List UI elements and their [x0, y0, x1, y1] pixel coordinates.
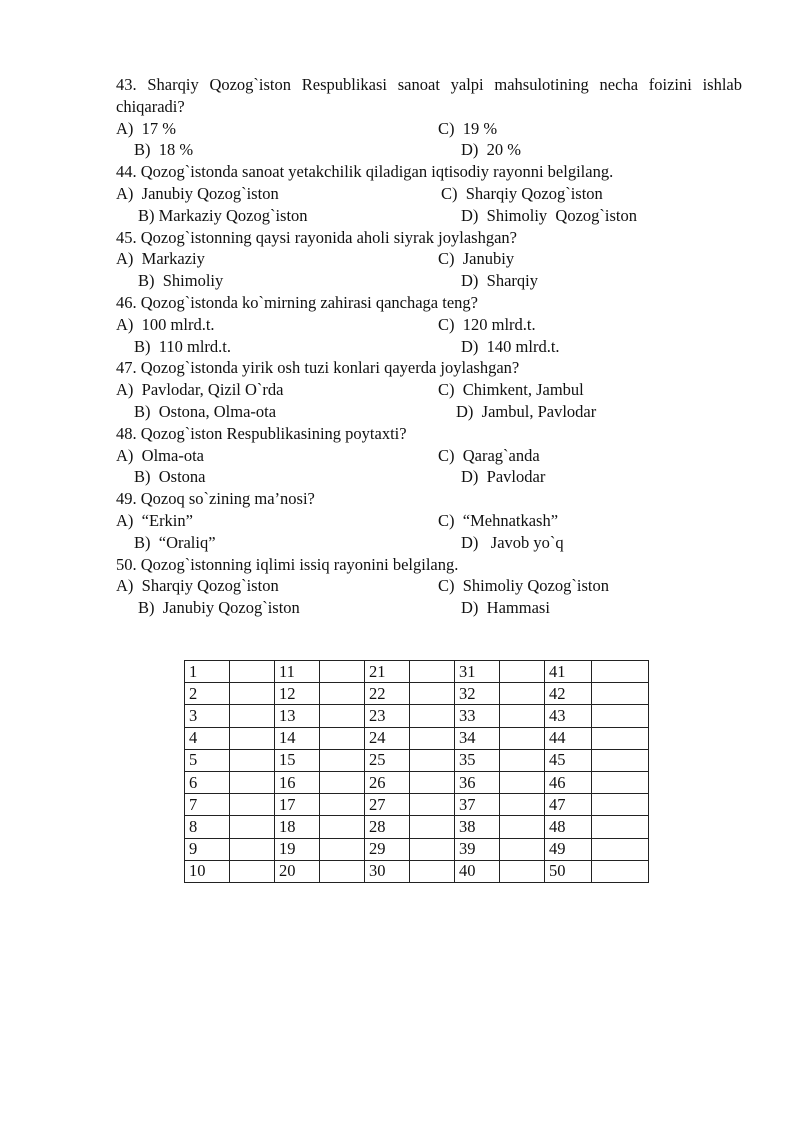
answer-cell[interactable] — [500, 838, 545, 860]
question-number-cell: 24 — [365, 727, 410, 749]
question-item — [116, 292, 742, 357]
answer-cell[interactable] — [592, 794, 649, 816]
question-number-cell: 48 — [545, 816, 592, 838]
question-number-cell: 26 — [365, 771, 410, 793]
question-number-cell: 36 — [455, 771, 500, 793]
answer-cell[interactable] — [410, 683, 455, 705]
question-stem: 44. Qozog`istonda sanoat yetakchilik qiladigan iqtisodiy rayonni belgilang. — [116, 162, 614, 182]
question-number-cell: 32 — [455, 683, 500, 705]
question-number-cell: 34 — [455, 727, 500, 749]
option-b: B) Janubiy Qozog`iston — [138, 598, 300, 618]
question-stem: 47. Qozog`istonda yirik osh tuzi konlari qayerda joylashgan? — [116, 358, 520, 378]
option-a: A) Sharqiy Qozog`iston — [116, 576, 279, 596]
answer-cell[interactable] — [592, 749, 649, 771]
table-row — [185, 749, 649, 771]
question-item — [116, 357, 742, 422]
table-row — [185, 705, 649, 727]
question-number-cell: 49 — [545, 838, 592, 860]
answer-cell[interactable] — [592, 771, 649, 793]
option-d: D) Javob yo`q — [461, 532, 564, 552]
question-number-cell: 27 — [365, 794, 410, 816]
question-number-cell: 29 — [365, 838, 410, 860]
answer-cell[interactable] — [592, 683, 649, 705]
option-a: A) Pavlodar, Qizil O`rda — [116, 380, 284, 400]
answer-cell[interactable] — [410, 838, 455, 860]
question-number-cell: 19 — [275, 838, 320, 860]
answer-cell[interactable] — [230, 816, 275, 838]
option-d: D) Jambul, Pavlodar — [456, 401, 597, 421]
option-d: D) 140 mlrd.t. — [461, 336, 560, 356]
answer-cell[interactable] — [230, 794, 275, 816]
answer-cell[interactable] — [230, 860, 275, 882]
question-number-cell: 30 — [365, 860, 410, 882]
answer-cell[interactable] — [320, 705, 365, 727]
answer-cell[interactable] — [320, 838, 365, 860]
option-b: B) 110 mlrd.t. — [134, 336, 232, 356]
option-b: B) Shimoliy — [138, 271, 224, 291]
question-number-cell: 41 — [545, 661, 592, 683]
question-number-cell: 33 — [455, 705, 500, 727]
option-c: C) 19 % — [438, 118, 498, 138]
answer-cell[interactable] — [410, 727, 455, 749]
answer-cell[interactable] — [320, 661, 365, 683]
option-c: C) Chimkent, Jambul — [438, 380, 584, 400]
answer-cell[interactable] — [500, 860, 545, 882]
option-a: A) 17 % — [116, 118, 177, 138]
question-number-cell: 10 — [185, 860, 230, 882]
answer-cell[interactable] — [592, 816, 649, 838]
option-c: C) Sharqiy Qozog`iston — [441, 183, 603, 203]
option-c: C) Janubiy — [438, 249, 515, 269]
question-stem: 43. Sharqiy Qozog`iston Respublikasi sanoat yalpi mahsulotining necha foizini ishlab chiqaradi? — [116, 75, 742, 116]
option-c: C) Qarag`anda — [438, 445, 540, 465]
question-number-cell: 38 — [455, 816, 500, 838]
answer-cell[interactable] — [230, 749, 275, 771]
question-number-cell: 2 — [185, 683, 230, 705]
question-number-cell: 1 — [185, 661, 230, 683]
answer-cell[interactable] — [410, 816, 455, 838]
question-number-cell: 13 — [275, 705, 320, 727]
question-number-cell: 7 — [185, 794, 230, 816]
answer-cell[interactable] — [320, 683, 365, 705]
question-number-cell: 14 — [275, 727, 320, 749]
question-number-cell: 9 — [185, 838, 230, 860]
question-number-cell: 43 — [545, 705, 592, 727]
question-number-cell: 50 — [545, 860, 592, 882]
question-item — [116, 161, 742, 226]
answer-cell[interactable] — [500, 816, 545, 838]
answer-cell[interactable] — [320, 727, 365, 749]
answer-cell[interactable] — [410, 771, 455, 793]
answer-cell[interactable] — [230, 661, 275, 683]
question-number-cell: 12 — [275, 683, 320, 705]
answer-cell[interactable] — [230, 727, 275, 749]
question-number-cell: 35 — [455, 749, 500, 771]
answer-cell[interactable] — [500, 661, 545, 683]
question-number-cell: 6 — [185, 771, 230, 793]
question-number-cell: 47 — [545, 794, 592, 816]
question-number-cell: 21 — [365, 661, 410, 683]
question-number-cell: 11 — [275, 661, 320, 683]
question-number-cell: 28 — [365, 816, 410, 838]
answer-cell[interactable] — [500, 794, 545, 816]
option-b: B) Ostona — [134, 467, 206, 487]
option-d: D) Shimoliy Qozog`iston — [461, 205, 637, 225]
answer-cell[interactable] — [592, 838, 649, 860]
table-row — [185, 794, 649, 816]
question-number-cell: 40 — [455, 860, 500, 882]
question-number-cell: 22 — [365, 683, 410, 705]
option-c: C) “Mehnatkash” — [438, 510, 559, 530]
option-a: A) Janubiy Qozog`iston — [116, 183, 279, 203]
answer-cell[interactable] — [320, 860, 365, 882]
answer-cell[interactable] — [230, 838, 275, 860]
answer-grid — [184, 660, 649, 883]
question-number-cell: 23 — [365, 705, 410, 727]
question-number-cell: 5 — [185, 749, 230, 771]
question-number-cell: 25 — [365, 749, 410, 771]
answer-cell[interactable] — [592, 727, 649, 749]
questions-section — [116, 74, 742, 619]
answer-cell[interactable] — [410, 749, 455, 771]
option-d: D) Hammasi — [461, 598, 550, 618]
question-number-cell: 3 — [185, 705, 230, 727]
table-row — [185, 683, 649, 705]
question-item — [116, 554, 742, 619]
option-d: D) 20 % — [461, 140, 522, 160]
answer-cell[interactable] — [230, 683, 275, 705]
option-b: B) “Oraliq” — [134, 532, 216, 552]
option-a: A) Olma-ota — [116, 445, 204, 465]
option-c: C) 120 mlrd.t. — [438, 314, 536, 334]
answer-cell[interactable] — [592, 661, 649, 683]
question-number-cell: 20 — [275, 860, 320, 882]
answer-cell[interactable] — [592, 705, 649, 727]
option-d: D) Sharqiy — [461, 271, 538, 291]
answer-cell[interactable] — [410, 661, 455, 683]
question-number-cell: 4 — [185, 727, 230, 749]
question-stem: 48. Qozog`iston Respublikasining poytaxti? — [116, 423, 407, 443]
option-b: B) Ostona, Olma-ota — [134, 401, 277, 421]
answer-cell[interactable] — [230, 705, 275, 727]
question-number-cell: 17 — [275, 794, 320, 816]
table-row — [185, 661, 649, 683]
question-number-cell: 8 — [185, 816, 230, 838]
question-stem: 50. Qozog`istonning iqlimi issiq rayonini belgilang. — [116, 554, 459, 574]
question-number-cell: 45 — [545, 749, 592, 771]
question-number-cell: 39 — [455, 838, 500, 860]
question-item — [116, 488, 742, 553]
option-d: D) Pavlodar — [461, 467, 546, 487]
answer-cell[interactable] — [500, 705, 545, 727]
question-number-cell: 16 — [275, 771, 320, 793]
table-row — [185, 771, 649, 793]
table-row — [185, 727, 649, 749]
question-item — [116, 423, 742, 488]
answer-cell[interactable] — [500, 749, 545, 771]
answer-cell[interactable] — [410, 860, 455, 882]
question-number-cell: 46 — [545, 771, 592, 793]
question-item — [116, 227, 742, 292]
answer-cell[interactable] — [500, 771, 545, 793]
question-number-cell: 42 — [545, 683, 592, 705]
option-c: C) Shimoliy Qozog`iston — [438, 576, 609, 596]
question-number-cell: 31 — [455, 661, 500, 683]
answer-cell[interactable] — [230, 771, 275, 793]
table-row — [185, 816, 649, 838]
option-a: A) “Erkin” — [116, 510, 193, 530]
option-b: B) 18 % — [134, 140, 194, 160]
option-b: B) Markaziy Qozog`iston — [138, 205, 308, 225]
answer-cell[interactable] — [320, 794, 365, 816]
question-stem: 45. Qozog`istonning qaysi rayonida aholi siyrak joylashgan? — [116, 227, 517, 247]
answer-cell[interactable] — [500, 683, 545, 705]
answer-cell[interactable] — [410, 794, 455, 816]
option-a: A) 100 mlrd.t. — [116, 314, 215, 334]
answer-cell[interactable] — [500, 727, 545, 749]
answer-cell[interactable] — [320, 749, 365, 771]
question-number-cell: 15 — [275, 749, 320, 771]
table-row — [185, 860, 649, 882]
answer-cell[interactable] — [320, 816, 365, 838]
answer-cell[interactable] — [320, 771, 365, 793]
question-number-cell: 44 — [545, 727, 592, 749]
answer-cell[interactable] — [592, 860, 649, 882]
table-row — [185, 838, 649, 860]
question-stem: 49. Qozoq so`zining ma’nosi? — [116, 489, 315, 509]
question-number-cell: 18 — [275, 816, 320, 838]
answer-cell[interactable] — [410, 705, 455, 727]
question-item — [116, 74, 742, 161]
question-stem: 46. Qozog`istonda ko`mirning zahirasi qanchaga teng? — [116, 292, 478, 312]
option-a: A) Markaziy — [116, 249, 205, 269]
question-number-cell: 37 — [455, 794, 500, 816]
